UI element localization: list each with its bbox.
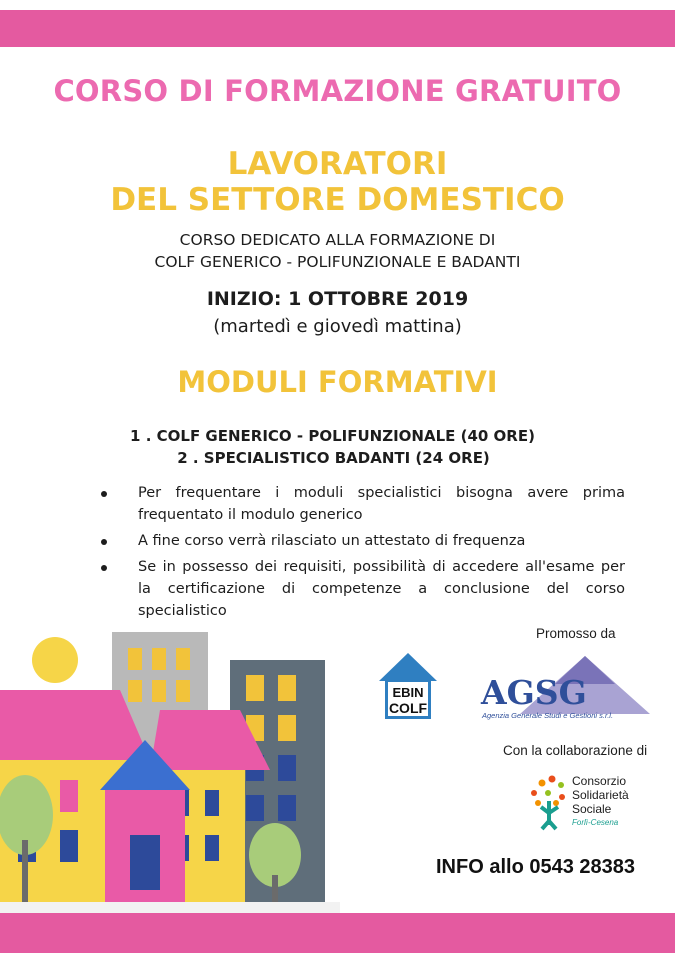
consorzio-logo (528, 773, 648, 833)
agsg-text: AGSG (481, 673, 587, 712)
subtitle-line-1: CORSO DEDICATO ALLA FORMAZIONE DI (179, 231, 496, 249)
bullet-icon (101, 491, 107, 497)
list-item (95, 556, 625, 622)
agsg-logo (480, 652, 650, 724)
consorzio-line-3: Sociale (572, 802, 612, 816)
modules-heading: MODULI FORMATIVI (177, 365, 498, 399)
city-buildings-illustration (0, 620, 340, 915)
consorzio-line-2: Solidarietà (572, 788, 629, 802)
consorzio-line-1: Consorzio (572, 774, 627, 788)
notes-list (95, 482, 625, 626)
list-item (95, 530, 625, 552)
note-text: Per frequentare i moduli specialistici bisogna avere prima frequentato il modulo generico (138, 485, 625, 523)
module-item-1: 1 . COLF GENERICO - POLIFUNZIONALE (40 ORE) (130, 427, 535, 445)
lesson-days: (martedì e giovedì mattina) (213, 316, 462, 337)
top-pink-band (0, 10, 675, 47)
ebin-colf-logo (377, 651, 439, 723)
agsg-subtitle: Agenzia Generale Studi e Gestioni s.r.l. (482, 711, 614, 720)
contact-info: INFO allo 0543 28383 (436, 856, 636, 878)
course-headline: CORSO DI FORMAZIONE GRATUITO (53, 74, 622, 108)
title-line-1: LAVORATORI (227, 146, 448, 182)
bullet-icon (101, 539, 107, 545)
bottom-pink-band (0, 913, 675, 953)
note-text: Se in possesso dei requisiti, possibilità di accedere all'esame per la certificazione di competenze a conclusione del corso specialistico (138, 559, 625, 619)
collaboration-label: Con la collaborazione di (503, 743, 648, 758)
title-line-2: DEL SETTORE DOMESTICO (110, 182, 565, 218)
start-date: INIZIO: 1 OTTOBRE 2019 (206, 288, 469, 310)
ebin-text: EBIN (392, 685, 424, 700)
colf-text: COLF (388, 700, 428, 716)
bullet-icon (101, 565, 107, 571)
module-item-2: 2 . SPECIALISTICO BADANTI (24 ORE) (177, 449, 490, 467)
list-item (95, 482, 625, 526)
note-text: A fine corso verrà rilasciato un attestato di frequenza (138, 533, 526, 549)
subtitle-line-2: COLF GENERICO - POLIFUNZIONALE E BADANTI (154, 253, 521, 271)
sun-icon (32, 637, 78, 683)
consorzio-line-4: Forlì-Cesena (572, 818, 619, 827)
promoted-by-label: Promosso da (536, 626, 616, 641)
